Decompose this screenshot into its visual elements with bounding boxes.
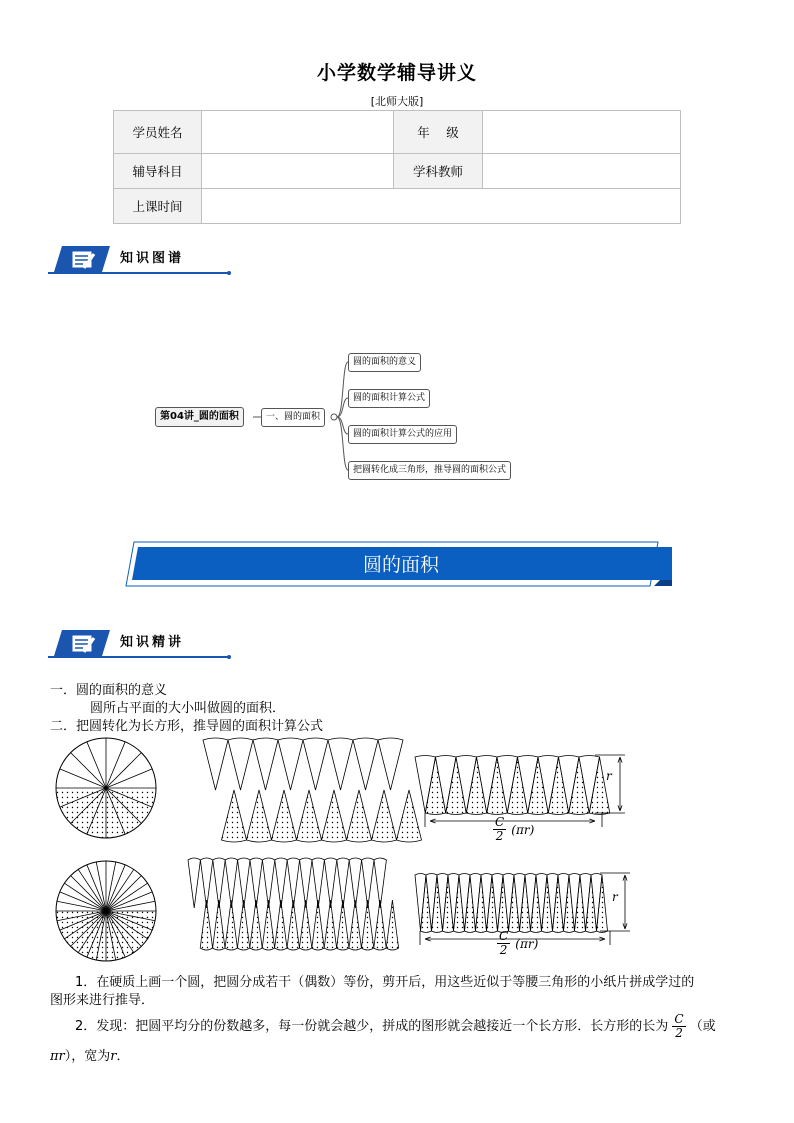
student-name-label: 学员姓名: [114, 111, 202, 154]
period-text: ．: [116, 1049, 130, 1064]
mind-map-leaf: 圆的面积计算公式的应用: [348, 425, 457, 444]
mind-map-leaf: 把圆转化成三角形，推导圆的面积公式: [348, 461, 511, 480]
mind-map: [150, 348, 540, 488]
sectors-arranged-32: [188, 858, 399, 950]
r-text: r: [110, 1049, 117, 1064]
height-label-r: r: [606, 769, 612, 783]
grade-label: 年 级: [394, 111, 483, 154]
teacher-label: 学科教师: [394, 154, 483, 189]
length-label-1: [493, 816, 534, 843]
document-title: 小学数学辅导讲义: [316, 62, 477, 84]
fraction-numerator: C: [674, 1012, 684, 1026]
parallelogram-16: [415, 756, 610, 815]
knowledge-detail-banner: [48, 626, 238, 662]
knowledge-detail-label: 知识精讲: [120, 635, 185, 650]
parallelogram-32: [415, 874, 608, 933]
mind-map-leaf: 圆的面积计算公式: [348, 389, 430, 408]
circle-16-sectors: [56, 738, 156, 838]
knowledge-map-banner: [48, 242, 238, 278]
fraction-denominator: 2: [675, 1026, 683, 1040]
grade-field[interactable]: [483, 111, 681, 154]
student-info-table: [113, 110, 681, 224]
pi-r-text: πr: [50, 1049, 65, 1064]
teacher-field[interactable]: [483, 154, 681, 189]
paragraph-2-line-1: [75, 1012, 716, 1042]
subject-label: 辅导科目: [114, 154, 202, 189]
fraction-denominator: 2: [495, 829, 504, 843]
circle-32-sectors: [56, 861, 156, 961]
height-label-r: r: [612, 890, 618, 904]
heading-area-meaning: 一．圆的面积的意义: [50, 683, 168, 698]
paragraph-2-text: 2．发现：把圆平均分的份数越多，每一份就会越少，拼成的图形就会越接近一个长方形．长方形的长为: [75, 1019, 669, 1034]
fraction-denominator: 2: [499, 943, 508, 957]
class-time-field[interactable]: [202, 189, 681, 224]
knowledge-map-label: 知识图谱: [120, 251, 185, 266]
paragraph-1-line-1: 1．在硬质上画一个圆，把圆分成若干（偶数）等份，剪开后，用这些近似于等腰三角形的小纸片拼成学过的: [75, 975, 695, 990]
paragraph-2-or: （或: [689, 1019, 716, 1034]
edition-label: [北师大版]: [370, 95, 424, 108]
length-label-2: [497, 930, 538, 957]
mind-map-root: 第04讲_圆的面积: [155, 407, 244, 427]
width-text: ），宽为: [64, 1049, 111, 1064]
paragraph-1-line-2: 图形来进行推导．: [50, 993, 155, 1008]
pi-r-label: (πr): [511, 823, 535, 837]
section-title: 圆的面积: [362, 554, 439, 576]
paragraph-2-line-2: [50, 1045, 130, 1064]
class-time-label: 上课时间: [114, 189, 202, 224]
mind-map-leaf: 圆的面积的意义: [348, 353, 421, 372]
sectors-arranged-16: [203, 738, 422, 842]
subject-field[interactable]: [202, 154, 394, 189]
fraction-numerator: C: [495, 815, 505, 829]
mind-map-branch: 一、圆的面积: [261, 408, 325, 427]
student-name-field[interactable]: [202, 111, 394, 154]
derivation-figures: [40, 735, 640, 967]
area-definition: 圆所占平面的大小叫做圆的面积．: [90, 701, 286, 716]
fraction-numerator: C: [499, 929, 509, 943]
pi-r-label: (πr): [515, 937, 539, 951]
heading-derivation: 二．把圆转化为长方形，推导圆的面积计算公式: [50, 719, 324, 734]
